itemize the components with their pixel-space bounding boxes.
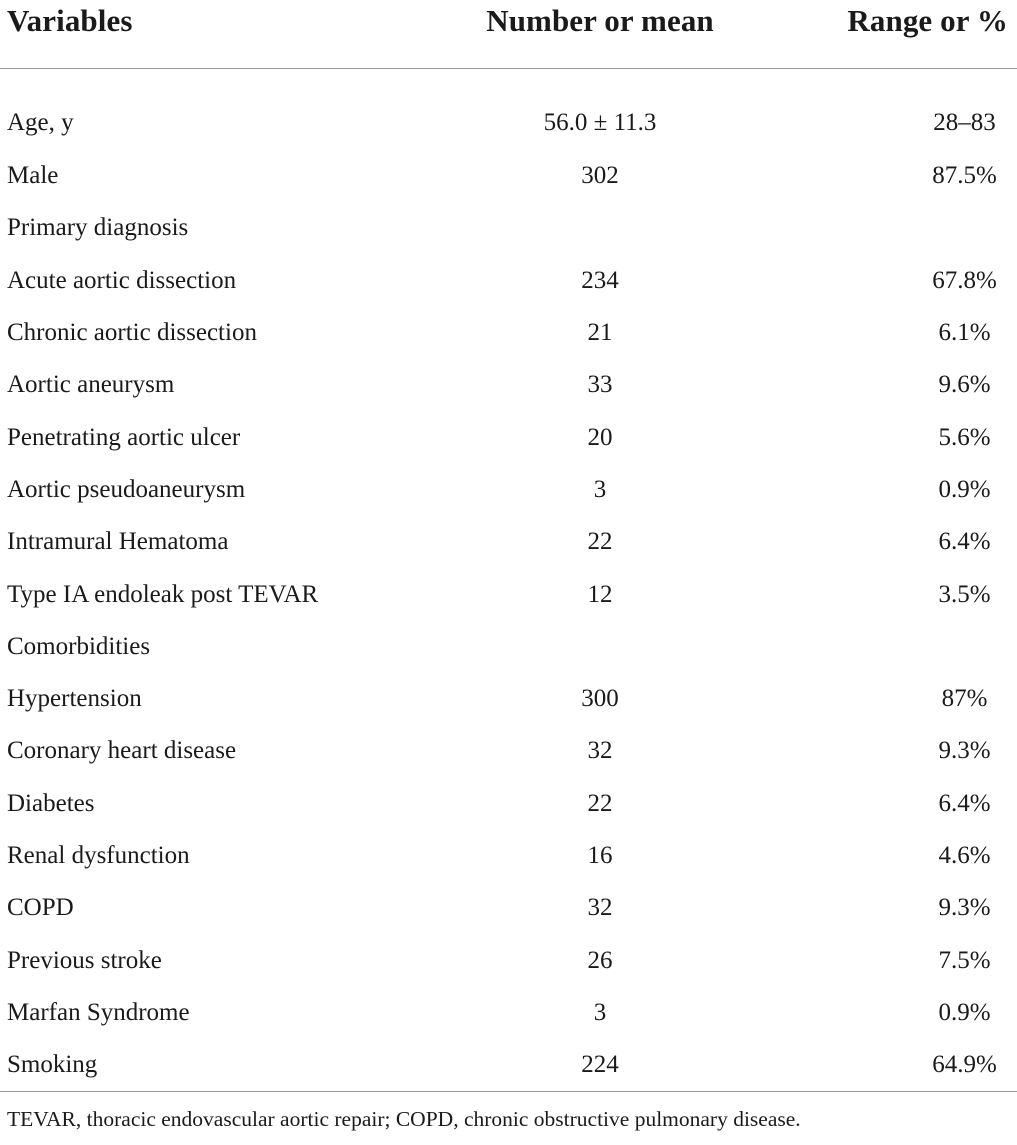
row-label: Penetrating aortic ulcer [7,423,241,451]
row-number-or-mean: 302 [581,162,619,190]
row-label: Primary diagnosis [7,214,189,242]
table-row [0,568,1017,620]
row-range-or-percent [780,202,1017,254]
table-footnote: TEVAR, thoracic endovascular aortic repair; COPD, chronic obstructive pulmonary disease. [7,1107,801,1131]
row-range-or-percent: 67.8% [932,266,997,294]
table-row [0,882,1017,934]
row-number-or-mean: 300 [581,685,619,713]
row-range-or-percent: 64.9% [932,1051,997,1079]
header-variables: Variables [0,0,420,69]
row-number-or-mean: 26 [587,946,613,974]
row-range-or-percent: 5.6% [938,423,991,451]
table-row [0,1039,1017,1091]
table-row [0,69,1017,151]
row-label: Smoking [7,1051,98,1079]
table-row [0,934,1017,986]
row-range-or-percent: 87% [941,685,988,713]
row-number-or-mean: 56.0 ± 11.3 [543,109,657,136]
row-range-or-percent: 0.9% [938,998,991,1026]
table-row [0,987,1017,1039]
row-label: COPD [7,894,74,922]
row-label: Male [7,162,59,190]
table-row [0,516,1017,568]
row-range-or-percent: 7.5% [938,946,991,974]
row-range-or-percent: 9.3% [938,737,991,765]
table-row [0,150,1017,202]
row-number-or-mean: 33 [587,371,613,399]
row-label: Aortic aneurysm [7,371,175,399]
row-number-or-mean [420,202,780,254]
row-range-or-percent: 6.4% [938,789,991,817]
row-number-or-mean: 32 [587,894,613,922]
table-row [0,202,1017,254]
row-number-or-mean: 22 [587,528,613,556]
row-number-or-mean: 234 [581,266,619,294]
row-number-or-mean: 3 [593,998,607,1026]
table-row [0,359,1017,411]
row-number-or-mean: 12 [587,580,613,608]
row-label: Renal dysfunction [7,842,190,869]
row-number-or-mean: 22 [587,789,613,817]
row-label: Marfan Syndrome [7,998,190,1026]
header-range-or-percent: Range or % [780,0,1017,69]
row-label: Hypertension [7,685,142,713]
table-row [0,464,1017,516]
row-range-or-percent: 87.5% [932,162,997,190]
row-label: Diabetes [7,789,95,817]
row-label: Intramural Hematoma [7,528,229,556]
table-body [0,69,1017,1092]
row-number-or-mean: 32 [587,737,613,765]
row-number-or-mean: 20 [587,423,613,451]
table-header [0,0,1017,69]
header-row [0,0,1017,69]
table-row [0,778,1017,830]
table-row [0,725,1017,777]
row-range-or-percent: 28–83 [933,109,996,136]
row-label: Comorbidities [7,632,151,660]
row-range-or-percent: 4.6% [938,842,991,869]
table-row [0,411,1017,463]
row-range-or-percent: 0.9% [938,475,991,503]
row-label: Aortic pseudoaneurysm [7,475,246,503]
row-number-or-mean: 3 [593,475,607,503]
row-label: Previous stroke [7,946,162,974]
table-row [0,673,1017,725]
table-row [0,255,1017,307]
table-row [0,830,1017,882]
row-label: Type IA endoleak post TEVAR [7,580,319,608]
row-number-or-mean: 224 [581,1051,619,1079]
row-label: Acute aortic dissection [7,266,237,294]
row-range-or-percent: 9.6% [938,371,991,399]
row-label: Age, y [7,109,74,136]
row-range-or-percent: 9.3% [938,894,991,922]
row-number-or-mean [420,621,780,673]
row-number-or-mean: 21 [587,319,613,347]
footnote-divider [0,1091,1017,1092]
row-label: Chronic aortic dissection [7,319,257,347]
row-number-or-mean: 16 [587,842,613,869]
table-row [0,307,1017,359]
table-row [0,621,1017,673]
row-range-or-percent: 3.5% [938,580,991,608]
row-range-or-percent [780,621,1017,673]
row-label: Coronary heart disease [7,737,237,765]
header-number-or-mean: Number or mean [420,0,780,69]
row-range-or-percent: 6.4% [938,528,991,556]
row-range-or-percent: 6.1% [938,319,991,347]
